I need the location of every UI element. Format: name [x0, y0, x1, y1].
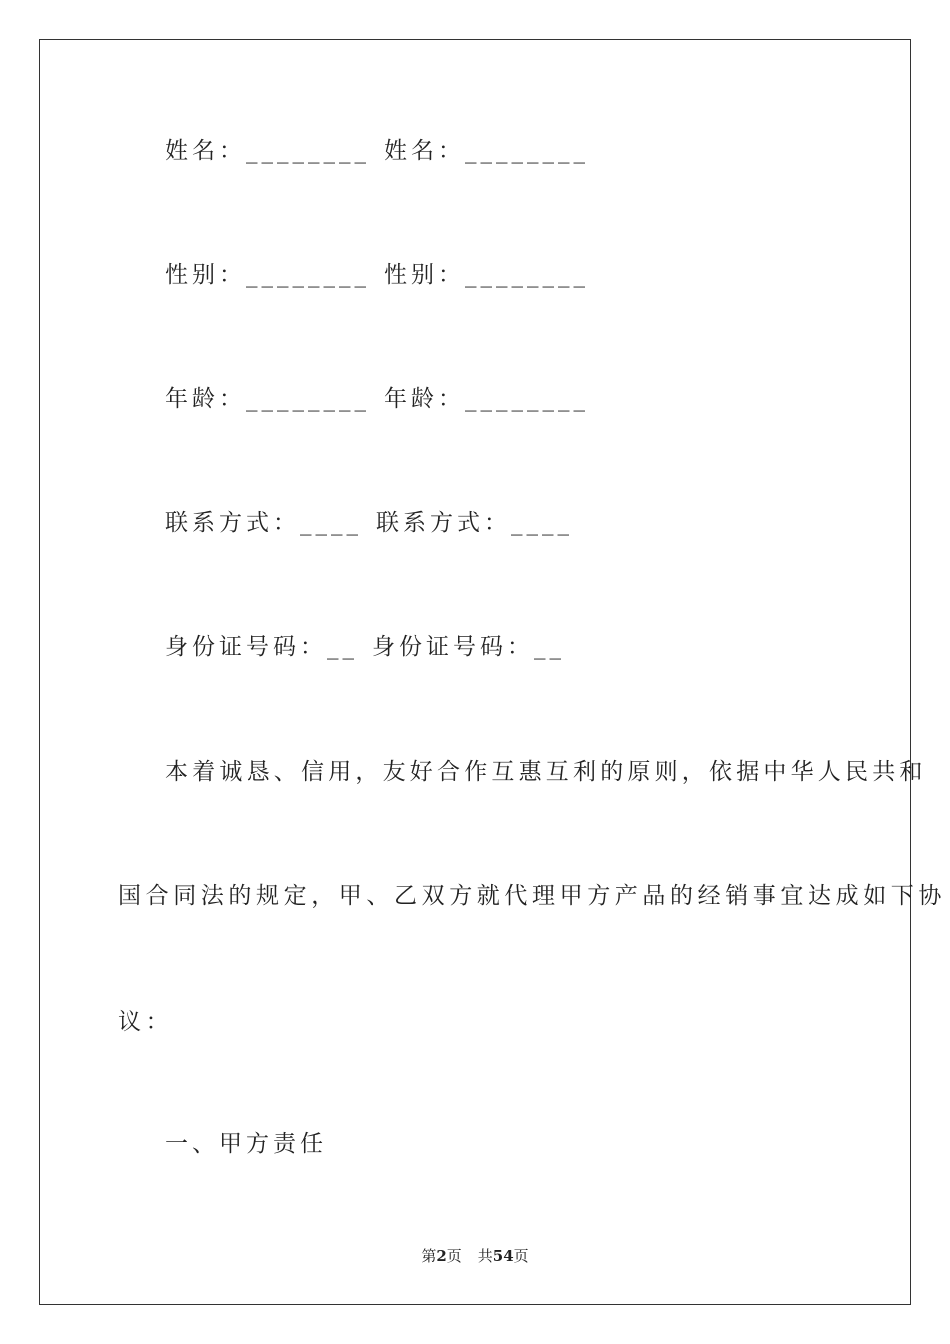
name-row: [165, 136, 589, 166]
contact-row: [165, 508, 573, 538]
party-b-gender-field: 性别：________: [384, 262, 589, 288]
page-border: [39, 39, 911, 1305]
party-a-name-field: 姓名：________: [165, 138, 370, 164]
footer-current-page: 2: [436, 1247, 447, 1265]
footer-page-prefix: 第: [421, 1247, 437, 1265]
footer-total-prefix: 共: [477, 1247, 493, 1265]
paragraph-line-2: 国合同法的规定，甲、乙双方就代理甲方产品的经销事宜达成如下协: [118, 883, 946, 909]
party-a-id-field: 身份证号码：__: [165, 634, 358, 660]
party-b-contact-field: 联系方式：____: [376, 510, 573, 536]
footer-total-suffix: 页: [513, 1247, 529, 1265]
party-a-age-field: 年龄：________: [165, 386, 370, 412]
party-a-contact-field: 联系方式：____: [165, 510, 362, 536]
age-row: [165, 384, 589, 414]
footer-page-suffix: 页: [446, 1247, 462, 1265]
id-number-row: [165, 632, 565, 662]
party-b-id-field: 身份证号码：__: [372, 634, 565, 660]
party-b-name-field: 姓名：________: [384, 138, 589, 164]
paragraph-line-3: 议：: [118, 1009, 174, 1035]
gender-row: [165, 260, 589, 290]
party-b-age-field: 年龄：________: [384, 386, 589, 412]
section-heading: 一、甲方责任: [165, 1131, 327, 1157]
party-a-gender-field: 性别：________: [165, 262, 370, 288]
page-footer: [0, 1246, 950, 1266]
footer-total-pages: 54: [492, 1247, 514, 1265]
paragraph-line-1: 本着诚恳、信用，友好合作互惠互利的原则，依据中华人民共和: [165, 759, 927, 785]
